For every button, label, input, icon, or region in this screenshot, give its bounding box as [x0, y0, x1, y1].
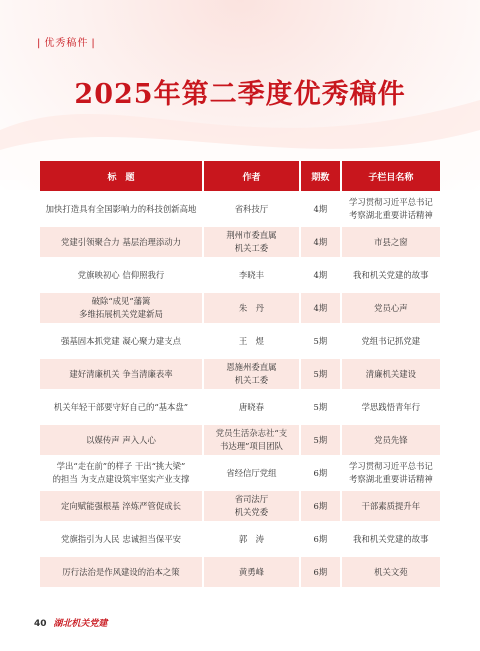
cell-title: 党旗指引为人民 忠诚担当保平安 [40, 524, 204, 554]
cell-title: 学出“走在前”的样子 干出“挑大梁” 的担当 为支点建设筑牢坚实产业支撑 [40, 458, 204, 488]
cell-column: 市县之窗 [342, 227, 440, 257]
cell-author: 王 煜 [204, 326, 301, 356]
table-row [40, 491, 440, 521]
cell-author: 黄勇峰 [204, 557, 301, 587]
table-body [40, 194, 440, 587]
cell-column: 学思践悟青年行 [342, 392, 440, 422]
column-header-author: 作者 [204, 161, 301, 191]
cell-author: 省经信厅党组 [204, 458, 301, 488]
table-row [40, 524, 440, 554]
cell-issue: 5期 [301, 392, 342, 422]
cell-issue: 6期 [301, 491, 342, 521]
magazine-logo: 湖北机关党建 [53, 619, 108, 629]
cell-issue: 6期 [301, 458, 342, 488]
cell-title: 定向赋能强根基 淬炼严管促成长 [40, 491, 204, 521]
cell-title: 强基固本抓党建 凝心聚力建支点 [40, 326, 204, 356]
awards-table [40, 158, 440, 590]
cell-issue: 5期 [301, 326, 342, 356]
cell-author: 唐晓春 [204, 392, 301, 422]
cell-title: 加快打造具有全国影响力的科技创新高地 [40, 194, 204, 224]
cell-author: 党员生活杂志社“支 书达理”项目团队 [204, 425, 301, 455]
cell-issue: 5期 [301, 425, 342, 455]
cell-author: 朱 丹 [204, 293, 301, 323]
section-tag-bar-right: | [91, 38, 96, 49]
cell-title: 建好清廉机关 争当清廉表率 [40, 359, 204, 389]
table-row [40, 326, 440, 356]
cell-author: 李晓丰 [204, 260, 301, 290]
section-tag [34, 34, 99, 49]
cell-issue: 4期 [301, 293, 342, 323]
cell-issue: 6期 [301, 557, 342, 587]
table-row [40, 557, 440, 587]
section-tag-label: 优秀稿件 [44, 38, 89, 49]
table-row [40, 425, 440, 455]
table-row [40, 194, 440, 224]
column-header-column: 子栏目名称 [342, 161, 440, 191]
table-row [40, 458, 440, 488]
cell-column: 清廉机关建设 [342, 359, 440, 389]
table-row [40, 260, 440, 290]
section-tag-bar-left: | [37, 38, 42, 49]
column-header-title: 标 题 [40, 161, 204, 191]
cell-title: 以媒传声 声入人心 [40, 425, 204, 455]
cell-column: 党员心声 [342, 293, 440, 323]
cell-column: 党员先锋 [342, 425, 440, 455]
cell-column: 机关文苑 [342, 557, 440, 587]
cell-title: 破除“成见”藩篱 多维拓展机关党建新局 [40, 293, 204, 323]
cell-column: 党组书记抓党建 [342, 326, 440, 356]
page-number: 40 [34, 619, 47, 629]
cell-title: 党建引领聚合力 基层治理添动力 [40, 227, 204, 257]
column-header-issue: 期数 [301, 161, 342, 191]
page-footer [34, 616, 107, 629]
cell-author: 荆州市委直属 机关工委 [204, 227, 301, 257]
cell-author: 省司法厅 机关党委 [204, 491, 301, 521]
cell-column: 我和机关党建的故事 [342, 260, 440, 290]
cell-author: 省科技厅 [204, 194, 301, 224]
cell-issue: 4期 [301, 227, 342, 257]
cell-column: 干部素质提升年 [342, 491, 440, 521]
cell-title: 厉行法治是作风建设的治本之策 [40, 557, 204, 587]
cell-author: 恩施州委直属 机关工委 [204, 359, 301, 389]
table-row [40, 293, 440, 323]
cell-column: 学习贯彻习近平总书记 考察湖北重要讲话精神 [342, 194, 440, 224]
table-row [40, 392, 440, 422]
cell-issue: 4期 [301, 194, 342, 224]
cell-column: 我和机关党建的故事 [342, 524, 440, 554]
cell-title: 党旗映初心 信仰照我行 [40, 260, 204, 290]
cell-issue: 4期 [301, 260, 342, 290]
cell-column: 学习贯彻习近平总书记 考察湖北重要讲话精神 [342, 458, 440, 488]
cell-author: 郭 涛 [204, 524, 301, 554]
cell-title: 机关年轻干部要守好自己的“基本盘” [40, 392, 204, 422]
cell-issue: 5期 [301, 359, 342, 389]
table-row [40, 359, 440, 389]
page-title: 2025年第二季度优秀稿件 [74, 79, 406, 110]
cell-issue: 6期 [301, 524, 342, 554]
table-header-row [40, 161, 440, 191]
table-row [40, 227, 440, 257]
